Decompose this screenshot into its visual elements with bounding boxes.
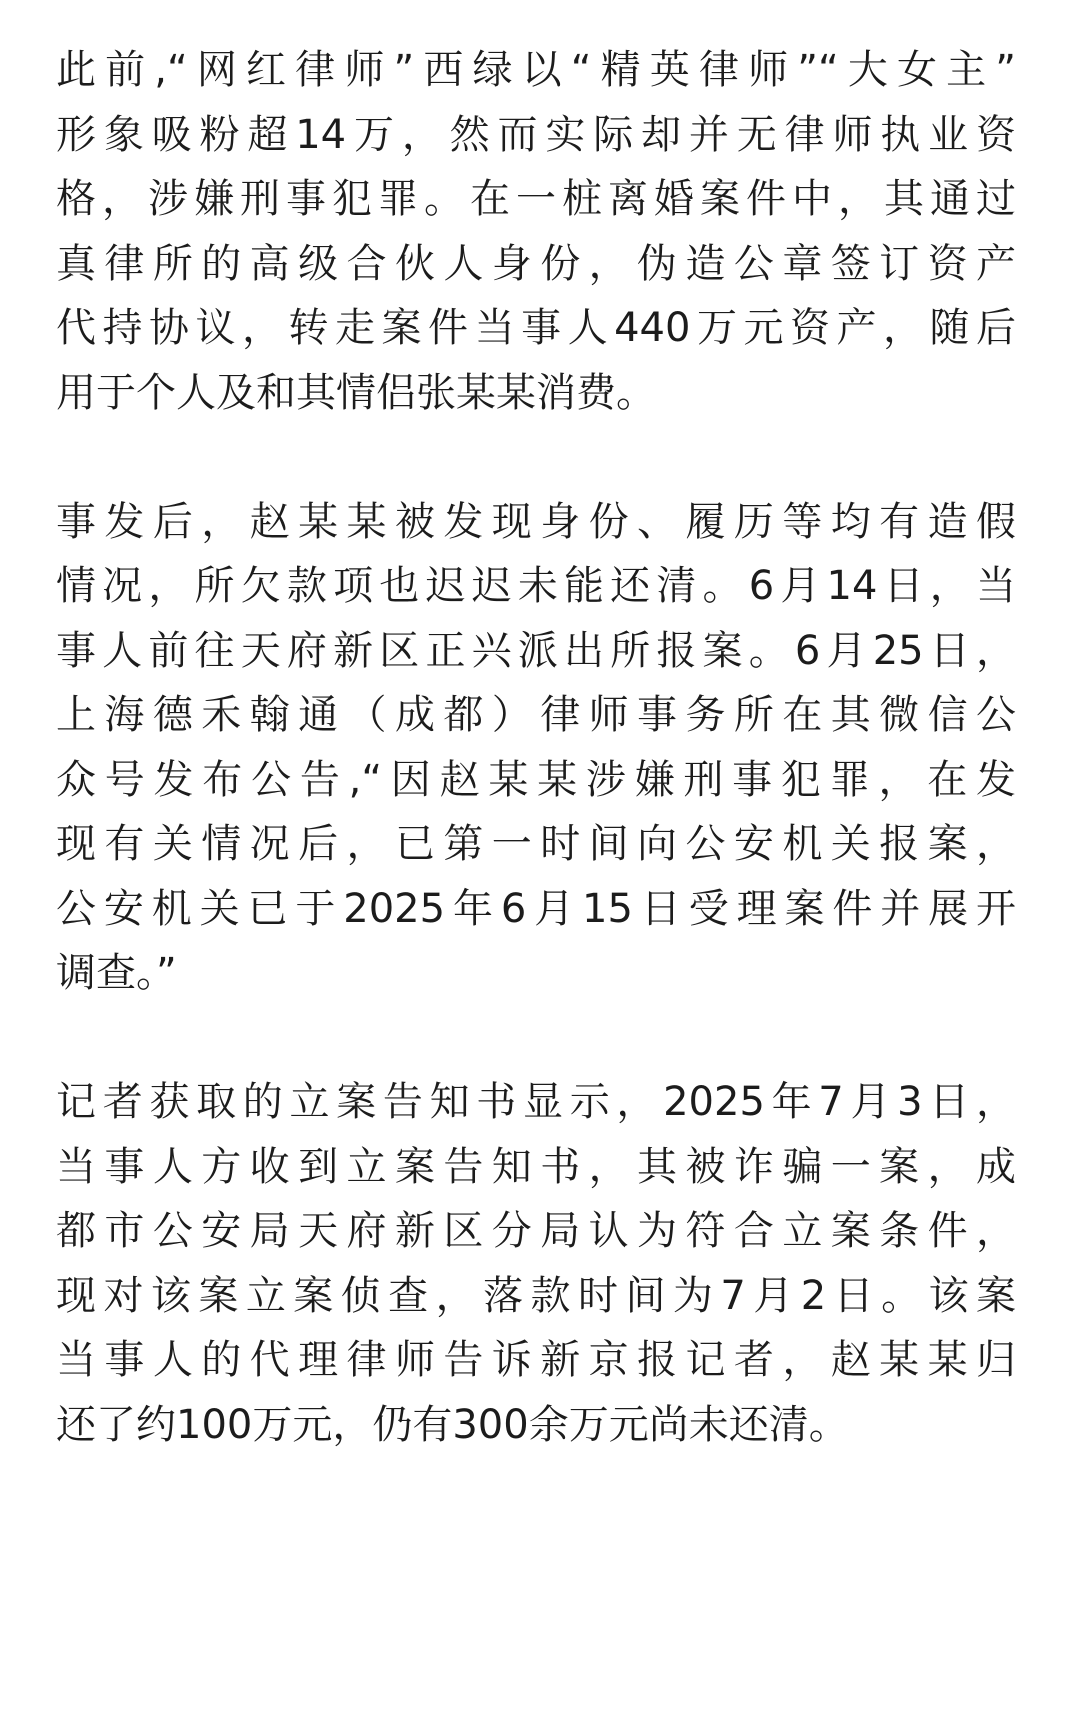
text-line: 事发后，赵某某被发现身份、履历等均有造假 <box>56 498 1016 545</box>
paragraph-spacer <box>56 1006 1016 1071</box>
text-line: 众号发布公告,“因赵某某涉嫌刑事犯罪，在发 <box>56 756 1016 803</box>
text-line: 格，涉嫌刑事犯罪。在一桩离婚案件中，其通过 <box>56 176 1016 222</box>
text-line: 此前,“网红律师”西绿以“精英律师”“大女主” <box>56 47 1016 93</box>
text-line: 事人前往天府新区正兴派出所报案。6月25日， <box>56 627 1016 674</box>
text-line: 还了约100万元，仍有300余万元尚未还清。 <box>56 1401 849 1448</box>
text-line: 代持协议，转走案件当事人440万元资产，随后 <box>56 305 1016 351</box>
text-line: 公安机关已于2025年6月15日受理案件并展开 <box>56 885 1016 932</box>
text-line: 上海德禾翰通（成都）律师事务所在其微信公 <box>56 692 1016 738</box>
text-line: 情况，所欠款项也迟迟未能还清。6月14日，当 <box>56 563 1016 609</box>
article-body <box>56 38 1016 1457</box>
text-line: 都市公安局天府新区分局认为符合立案条件， <box>56 1208 1016 1254</box>
paragraph-3 <box>56 1070 1016 1457</box>
text-line: 现有关情况后，已第一时间向公安机关报案， <box>56 821 1016 867</box>
text-line: 用于个人及和其情侣张某某消费。 <box>56 369 656 416</box>
text-line: 形象吸粉超14万，然而实际却并无律师执业资 <box>56 111 1016 158</box>
paragraph-1 <box>56 38 1016 425</box>
text-line: 真律所的高级合伙人身份，伪造公章签订资产 <box>56 240 1016 287</box>
text-line: 现对该案立案侦查，落款时间为7月2日。该案 <box>56 1272 1016 1319</box>
text-line: 记者获取的立案告知书显示，2025年7月3日， <box>56 1079 1016 1125</box>
text-line: 当事人的代理律师告诉新京报记者，赵某某归 <box>56 1337 1016 1383</box>
paragraph-2 <box>56 490 1016 1006</box>
paragraph-spacer <box>56 425 1016 490</box>
text-line: 调查。” <box>56 950 177 996</box>
text-line: 当事人方收到立案告知书，其被诈骗一案，成 <box>56 1143 1016 1190</box>
